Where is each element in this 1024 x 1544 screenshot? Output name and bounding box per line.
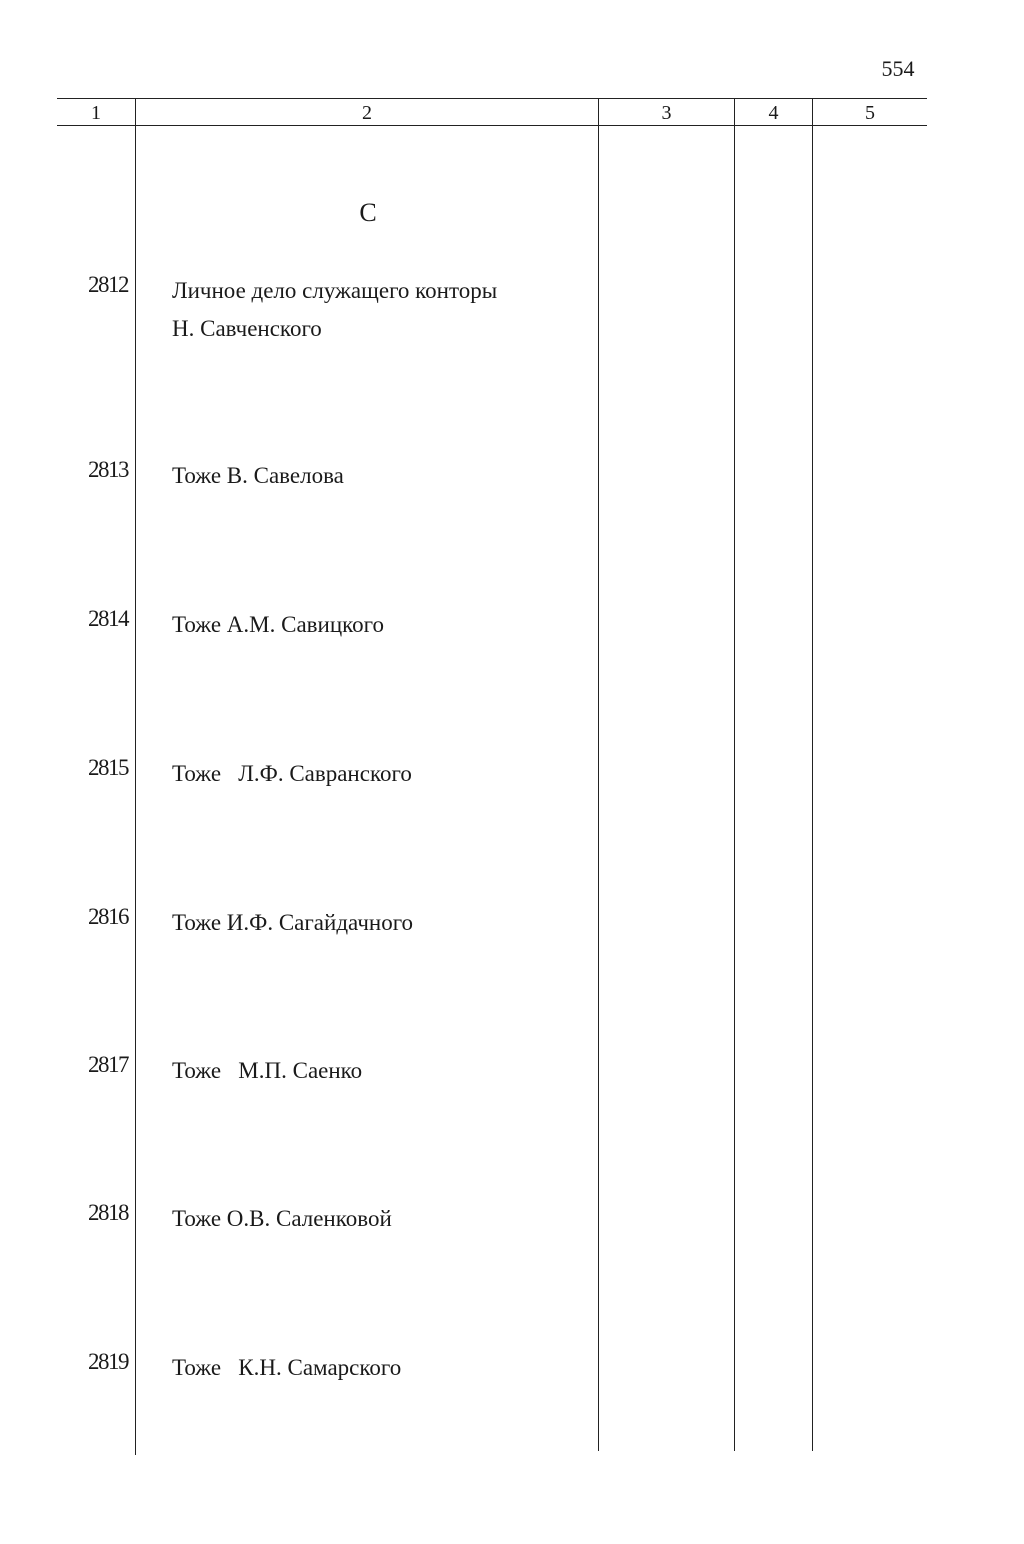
section-letter: С (359, 198, 377, 227)
row-description (172, 1200, 592, 1238)
row-description (172, 1349, 592, 1387)
description-line: Тоже И.Ф. Сагайдачного (172, 910, 414, 935)
column-header-1: 1 (91, 102, 101, 124)
description-line: Тоже Л.Ф. Савранского (172, 761, 412, 786)
row-description (172, 272, 592, 348)
column-header-3: 3 (661, 102, 672, 124)
description-line: Тоже О.В. Саленковой (172, 1206, 392, 1231)
row-number: 2815 (88, 755, 128, 780)
table-header-bottom-rule (57, 125, 927, 126)
row-number: 2813 (88, 457, 128, 482)
column-divider-1 (135, 98, 136, 1455)
row-number: 2816 (88, 904, 128, 929)
row-number: 2818 (88, 1200, 128, 1225)
row-number: 2817 (88, 1052, 128, 1077)
table-header-top-rule (57, 98, 927, 99)
column-header-2: 2 (362, 102, 372, 124)
description-line: Тоже В. Савелова (172, 463, 344, 488)
description-line: Личное дело служащего конторы (172, 278, 498, 303)
column-header-5: 5 (865, 102, 875, 124)
description-line: Тоже К.Н. Самарского (172, 1355, 402, 1380)
row-description (172, 457, 592, 495)
row-description (172, 606, 592, 644)
row-description (172, 1052, 592, 1090)
column-header-4: 4 (768, 102, 779, 124)
description-line: Н. Савченского (172, 316, 322, 341)
description-line: Тоже М.П. Саенко (172, 1058, 363, 1083)
row-number: 2812 (88, 272, 128, 297)
column-divider-4 (812, 98, 813, 1451)
row-description (172, 755, 592, 793)
column-divider-3 (734, 98, 735, 1451)
row-number: 2819 (88, 1349, 128, 1374)
column-divider-2 (598, 98, 599, 1451)
row-number: 2814 (88, 606, 128, 631)
description-line: Тоже А.М. Савицкого (172, 612, 384, 637)
row-description (172, 904, 592, 942)
page-number: 554 (881, 56, 915, 81)
